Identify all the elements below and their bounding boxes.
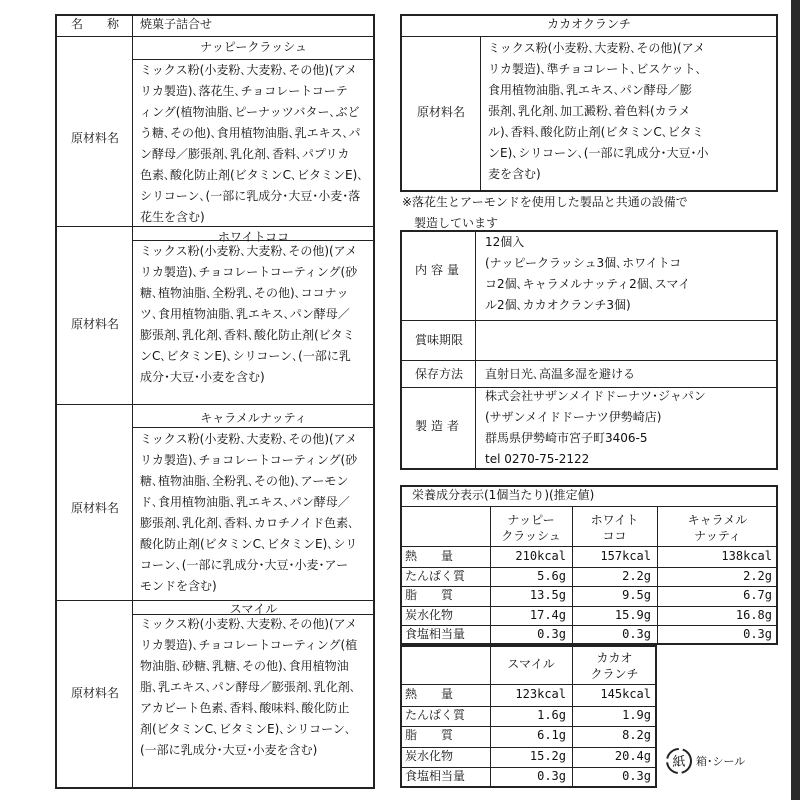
nutrition-value: 0.3g [537,627,566,642]
nutrition-value: 0.3g [622,769,651,784]
nutrition-row-label: 熱 量 [405,687,454,701]
rule [400,586,778,587]
nutrition-value: 157kcal [600,549,651,563]
ingredients-label: 原材料名 [70,317,119,331]
ingredients-text: ミックス粉(小麦粉､大麦粉､その他)(アメ リカ製造)､チョコレートコーティング(砂 糖､植物油脂､全粉乳､その他)､アーモン ド､食用植物油脂､乳エキス､パン酵母／ 膨張剤､乳化剤､香料､カロチノイド色素､ 酸化防止剤(ビタミンC､ビタミンE)､シリ コーン､(一部に乳成分･大豆･小麦･アー モンドを含む) [140,432,358,593]
nutrition-value: 0.3g [537,769,566,784]
paper-mark-text: 紙 [672,755,686,770]
right-edge [791,0,800,800]
nutrition-row-label: 炭水化物 [405,748,454,763]
product-title: キャラメルナッティ [200,411,307,425]
rule [480,36,481,192]
rule [400,706,657,707]
nutrition-value: 6.7g [743,588,772,603]
nutrition-row-label: 脂 質 [405,728,454,743]
nutrition-row-label: 炭水化物 [405,607,454,622]
cacao-ingredients-label: 原材料名 [416,105,465,119]
rule [132,427,375,428]
nutrition-value: 15.9g [614,607,651,622]
nutrition-head: スマイル [507,657,555,671]
info-value-content: 12個入 (ナッピークラッシュ3個､ホワイトコ コ2個､キャラメルナッティ2個､スマイ ル2個､カカオクランチ3個) [485,235,691,312]
ingredients-text: ミックス粉(小麦粉､大麦粉､その他)(アメ リカ製造)､チョコレートコーティング(植 物油脂､砂糖､乳糖､その他)､食用植物油 脂､乳エキス､パン酵母／膨張剤､乳化剤､ アカビート色素､香料､酸味料､酸化防止 剤(ビタミンC､ビタミンE)､シリコーン､ (一部に乳成分･大豆･小麦を含む) [140,617,358,757]
rule [55,404,375,405]
rule [400,36,778,37]
rule [400,320,778,321]
rule [400,625,778,626]
nutrition-value: 1.6g [537,707,566,722]
nutrition-value: 2.2g [743,568,772,583]
rule [400,506,778,507]
nutrition-value: 16.8g [735,607,772,622]
nutrition-value: 145kcal [600,687,651,701]
left-col-divider [132,14,133,789]
ingredients-label: 原材料名 [70,686,119,700]
rule [400,567,778,568]
nutrition-title: 栄養成分表示(1個当たり)(推定値) [412,488,595,502]
rule [400,747,657,748]
product-title: ナッピークラッシュ [200,40,307,54]
ingredients-text: ミックス粉(小麦粉､大麦粉､その他)(アメ リカ製造)､チョコレートコーティング(砂 糖､植物油脂､全粉乳､その他)､ココナッ ツ､食用植物油脂､乳エキス､パン酵母／ 膨張剤､乳化剤､香料､酸化防止剤(ビタミ ンC､ビタミンE)､シリコーン､(一部に乳 成分･大豆･小麦を含む) [140,244,358,384]
nutrition-head: ホワイト ココ [590,513,639,543]
ingredients-label: 原材料名 [70,501,119,515]
nutrition-value: 8.2g [622,728,651,743]
nutrition-row-label: 脂 質 [405,588,454,603]
nutrition-value: 123kcal [515,687,566,701]
name-label: 名 称 [70,17,119,31]
info-label-storage: 保存方法 [414,367,463,381]
product-title: ホワイトココ [217,230,290,244]
recycle-label: 箱･シール [696,755,746,768]
nutrition-value: 20.4g [614,748,651,763]
rule [400,767,657,768]
nutrition-value: 210kcal [515,549,566,563]
cacao-title: カカオクランチ [547,17,631,31]
nutrition-value: 2.2g [622,568,651,583]
rule [400,360,778,361]
info-value-storage: 直射日光､高温多湿を避ける [485,367,636,381]
ingredients-label: 原材料名 [70,131,119,145]
nutrition-value: 138kcal [721,549,772,563]
nutrition-row-label: たんぱく質 [405,568,466,583]
nutrition-value: 15.2g [529,748,566,763]
name-value: 焼菓子詰合せ [140,17,213,31]
nutrition-value: 13.5g [529,588,566,603]
nutrition-value: 0.3g [743,627,772,642]
nutrition-value: 6.1g [537,728,566,743]
nutrition-row-label: 熱 量 [405,549,454,563]
rule [400,606,778,607]
nutrition-value: 9.5g [622,588,651,603]
info-label-content: 内容量 [414,263,463,277]
nutrition-row-label: 食塩相当量 [405,627,466,642]
cacao-ingredients-text: ミックス粉(小麦粉､大麦粉､その他)(アメ リカ製造)､準チョコレート､ビスケット､ 食用植物油脂､乳エキス､パン酵母／膨 張剤､乳化剤､加工澱粉､着色料(カラメ ル)､香料､酸化防止剤(ビタミンC､ビタミ ンE)､シリコーン､(一部に乳成分･大豆･小 麦を含む) [488,41,709,181]
rule [400,726,657,727]
nutrition-value: 17.4g [529,607,566,622]
ingredients-text: ミックス粉(小麦粉､大麦粉､その他)(アメ リカ製造)､落花生､チョコレートコーテ ィング(植物油脂､ピーナッツバター､ぶど う糖､その他)､食用植物油脂､乳エキス､パ ン酵母／膨張剤､乳化剤､香料､パプリカ 色素､酸化防止剤(ビタミンC､ビタミンE)､ シリコーン､(一部に乳成分･大豆･小麦･落 花生を含む) [140,63,364,224]
nutrition-row-label: たんぱく質 [405,707,466,722]
info-value-manufacturer: 株式会社サザンメイドドーナツ･ジャパン (サザンメイドドーナツ伊勢崎店) 群馬県伊勢崎市宮子町3406-5 tel 0270-75-2122 [485,389,706,466]
product-title: スマイル [229,602,278,616]
nutrition-head: ナッピー クラッシュ [501,513,561,543]
nutrition-head: キャラメル ナッティ [687,513,748,543]
info-label-manufacturer: 製造者 [414,419,463,433]
rule [475,230,476,470]
info-label-bestbefore: 賞味期限 [414,333,463,347]
allergen-note: ※落花生とアーモンドを使用した製品と共通の設備で 製造しています [402,195,688,230]
nutrition-value: 1.9g [622,707,651,722]
paper-recycle-icon [664,746,694,776]
nutrition-row-label: 食塩相当量 [405,769,466,784]
nutrition-head: カカオ クランチ [590,651,639,681]
nutrition-value: 5.6g [537,568,566,583]
nutrition-value: 0.3g [622,627,651,642]
